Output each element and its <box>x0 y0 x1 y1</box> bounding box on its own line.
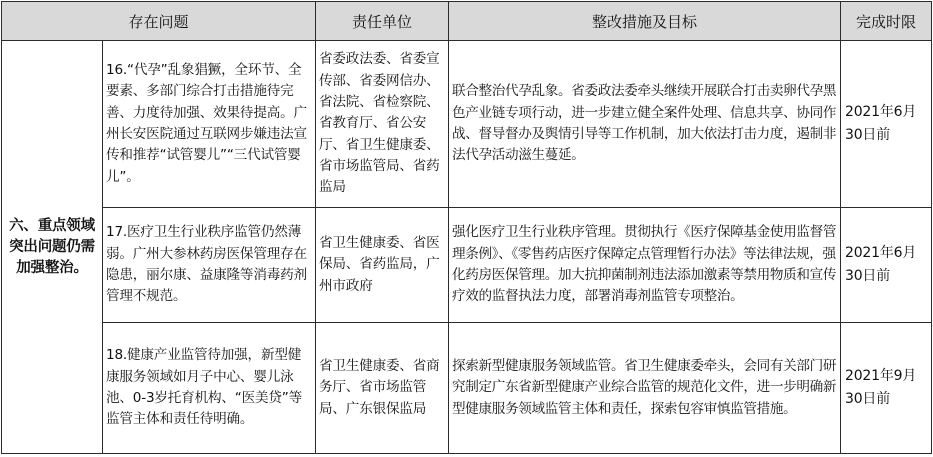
unit-cell: 省委政法委、省委宣传部、省委网信办、省法院、省检察院、省教育厅、省公安厅、省卫生健康委、省市场监管局、省药监局 <box>316 41 449 208</box>
section-label: 六、重点领域突出问题仍需加强整治。 <box>2 41 103 454</box>
header-issue: 存在问题 <box>2 2 316 41</box>
header-row <box>2 2 932 41</box>
issue-cell: 17.医疗卫生行业秩序监管仍然薄弱。广州大参林药房医保管理存在隐患，丽尔康、益康隆等消毒药剂管理不规范。 <box>103 208 316 323</box>
unit-cell: 省卫生健康委、省商务厅、省市场监管局、广东银保监局 <box>316 323 449 454</box>
table-row <box>2 41 932 208</box>
unit-cell: 省卫生健康委、省医保局、省药监局，广州市政府 <box>316 208 449 323</box>
rectification-table <box>1 1 932 454</box>
header-deadline: 完成时限 <box>841 2 932 41</box>
deadline-cell: 2021年9月30日前 <box>841 323 932 454</box>
table-row <box>2 208 932 323</box>
measures-cell: 联合整治代孕乱象。省委政法委牵头继续开展联合打击卖卵代孕黑色产业链专项行动，进一步建立健全案件处理、信息共享、协同作战、督导督办及舆情引导等工作机制，加大依法打击力度，遏制非法代孕活动滋生蔓延。 <box>449 41 841 208</box>
measures-cell: 强化医疗卫生行业秩序管理。贯彻执行《医疗保障基金使用监督管理条例》、《零售药店医疗保障定点管理暂行办法》等法律法规，强化药房医保管理。加大抗抑菌制剂违法添加激素等禁用物质和宣传疗效的监督执法力度，部署消毒剂监管专项整治。 <box>449 208 841 323</box>
deadline-cell: 2021年6月30日前 <box>841 41 932 208</box>
deadline-cell: 2021年6月30日前 <box>841 208 932 323</box>
header-unit: 责任单位 <box>316 2 449 41</box>
issue-cell: 18.健康产业监管待加强，新型健康服务领域如月子中心、婴儿泳池、0-3岁托育机构、“医美贷”等监管主体和责任待明确。 <box>103 323 316 454</box>
table-row <box>2 323 932 454</box>
header-measures: 整改措施及目标 <box>449 2 841 41</box>
issue-cell: 16.“代孕”乱象猖獗，全环节、全要素、多部门综合打击措施待完善、力度待加强、效果待提高。广州长安医院通过互联网步嫌违法宣传和推荐“试管婴儿”“三代试管婴儿”。 <box>103 41 316 208</box>
document-page <box>1 1 931 455</box>
measures-cell: 探索新型健康服务领域监管。省卫生健康委牵头，会同有关部门研究制定广东省新型健康产业综合监管的规范化文件，进一步明确新型健康服务领域监管主体和责任，探索包容审慎监管措施。 <box>449 323 841 454</box>
